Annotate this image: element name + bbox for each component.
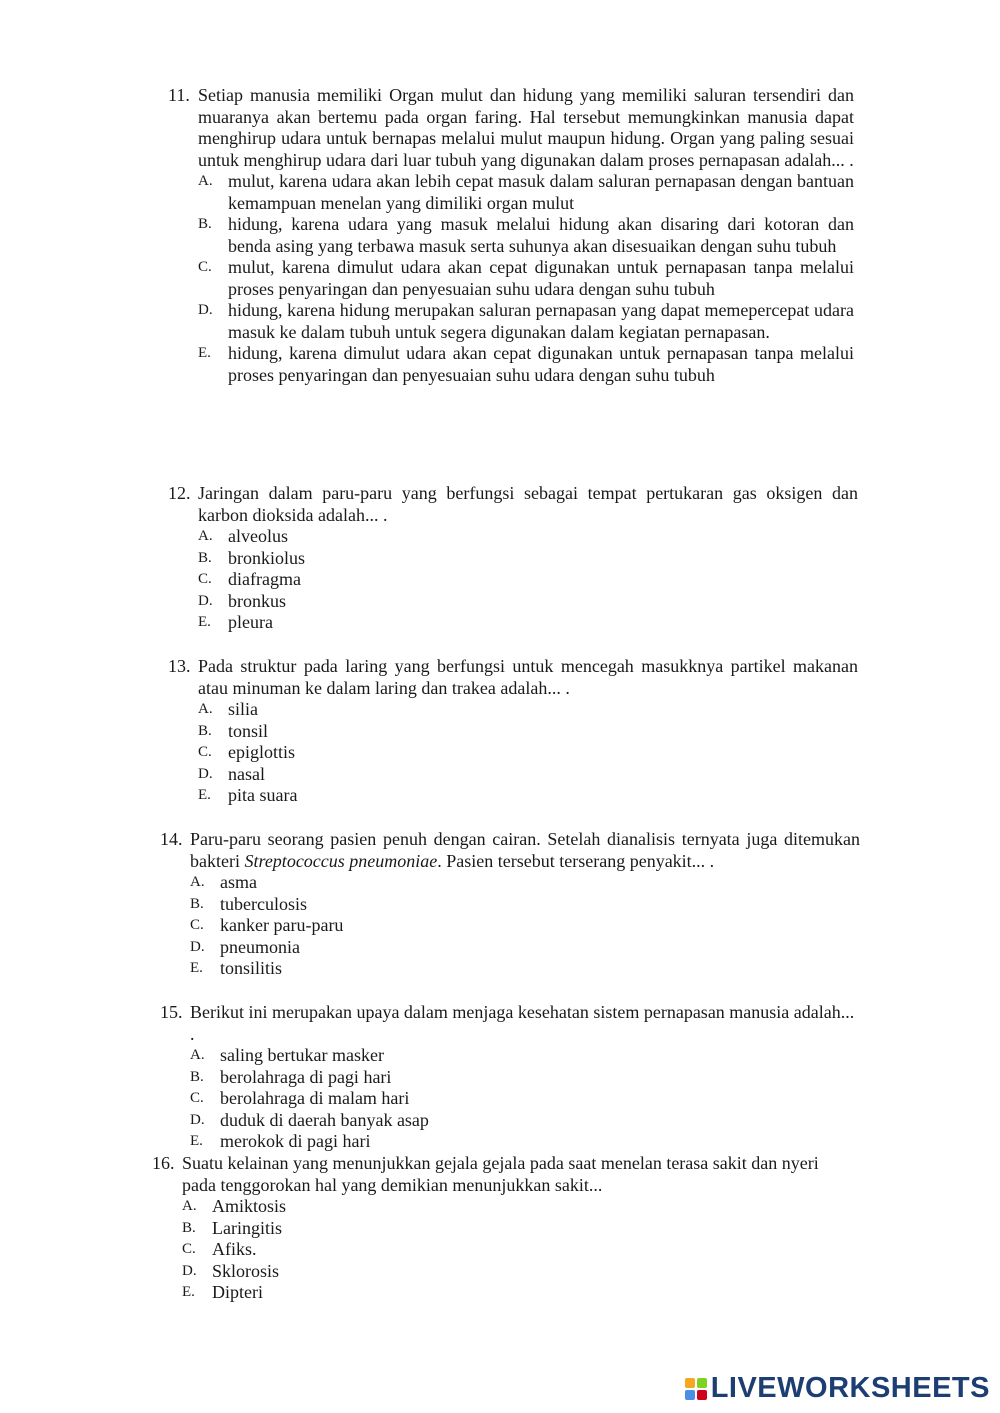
option-letter: B. <box>198 549 212 566</box>
option-letter: B. <box>198 722 212 739</box>
option-e[interactable] <box>182 1282 852 1304</box>
option-text: pneumonia <box>220 936 300 957</box>
liveworksheets-logo <box>685 1372 990 1405</box>
option-d[interactable] <box>198 300 854 343</box>
option-letter: C. <box>198 571 212 587</box>
option-text: Dipteri <box>212 1282 263 1302</box>
option-c[interactable] <box>198 257 854 300</box>
option-a[interactable] <box>190 1045 860 1067</box>
option-text: Amiktosis <box>212 1196 287 1216</box>
question-number: 14. <box>160 829 183 849</box>
option-letter: E. <box>198 614 211 630</box>
question-text: Setiap manusia memiliki Organ mulut dan hidung yang memiliki saluran tersendiri dan muaranya akan bertemu pada organ faring. Hal tersebut memungkinkan manusia dapat menghirup udara untuk bernapas melalui mulut maupun hidung. Organ yang paling sesuai untuk menghirup udara dari luar tubuh yang digunakan dalam proses pernapasan adalah... . <box>198 85 854 170</box>
option-text: hidung, karena dimulut udara akan cepat digunakan untuk pernapasan tanpa melalui proses penyaringan dan penyesuaian suhu udara dengan suhu tubuh <box>228 343 854 385</box>
option-letter: C. <box>182 1241 196 1257</box>
option-c[interactable] <box>198 569 858 591</box>
option-a[interactable] <box>198 699 858 721</box>
option-text: tuberculosis <box>220 893 307 914</box>
option-text: mulut, karena dimulut udara akan cepat digunakan untuk pernapasan tanpa melalui proses penyaringan dan penyesuaian suhu udara dengan suhu tubuh <box>228 257 854 299</box>
species-name: Streptococcus pneumoniae <box>244 850 438 871</box>
option-letter: A. <box>182 1198 197 1214</box>
option-a[interactable] <box>198 526 858 548</box>
option-c[interactable] <box>198 742 858 764</box>
question-14 <box>160 829 860 980</box>
option-b[interactable] <box>198 548 858 570</box>
question-number: 12. <box>168 483 191 503</box>
options-list <box>198 526 858 634</box>
options-list <box>190 1045 860 1153</box>
option-text: Afiks. <box>212 1239 257 1259</box>
option-b[interactable] <box>190 1067 860 1089</box>
option-letter: B. <box>190 1068 204 1085</box>
option-c[interactable] <box>190 915 860 937</box>
question-text: Pada struktur pada laring yang berfungsi untuk mencegah masukknya partikel makanan atau minuman ke dalam laring dan trakea adalah... . <box>198 656 858 698</box>
option-letter: A. <box>198 528 213 544</box>
option-c[interactable] <box>182 1239 852 1261</box>
question-text: Berikut ini merupakan upaya dalam menjaga kesehatan sistem pernapasan manusia adalah... . <box>190 1002 855 1044</box>
option-letter: D. <box>198 592 213 609</box>
question-16 <box>152 1153 852 1304</box>
option-letter: A. <box>198 173 213 189</box>
option-a[interactable] <box>198 171 854 214</box>
option-letter: D. <box>190 1111 205 1128</box>
option-e[interactable] <box>198 612 858 634</box>
question-text: Jaringan dalam paru-paru yang berfungsi sebagai tempat pertukaran gas oksigen dan karbon dioksida adalah... . <box>198 483 858 525</box>
option-letter: A. <box>190 1047 205 1063</box>
option-text: tonsilitis <box>220 958 283 978</box>
option-text: duduk di daerah banyak asap <box>220 1109 429 1130</box>
option-text: berolahraga di pagi hari <box>220 1066 392 1087</box>
question-11 <box>168 85 854 386</box>
logo-grid-icon <box>685 1378 707 1400</box>
option-letter: D. <box>198 765 213 782</box>
option-e[interactable] <box>190 958 860 980</box>
option-letter: C. <box>198 744 212 760</box>
question-number: 11. <box>168 85 190 105</box>
logo-square-1 <box>685 1378 695 1388</box>
option-letter: E. <box>190 1133 203 1149</box>
option-text: silia <box>228 699 258 719</box>
option-text: hidung, karena hidung merupakan saluran pernapasan yang dapat memepercepat udara masuk ke dalam tubuh untuk segera digunakan dalam kegiatan pernapasan. <box>228 300 854 342</box>
question-number: 13. <box>168 656 191 676</box>
option-letter: E. <box>182 1284 195 1300</box>
logo-square-3 <box>685 1390 695 1400</box>
option-d[interactable] <box>198 591 858 613</box>
option-letter: D. <box>198 302 213 318</box>
option-letter: D. <box>182 1262 197 1279</box>
option-text: epiglottis <box>228 742 295 762</box>
option-text: berolahraga di malam hari <box>220 1088 410 1108</box>
option-e[interactable] <box>190 1131 860 1153</box>
option-letter: B. <box>190 895 204 912</box>
options-list <box>198 171 854 386</box>
option-letter: C. <box>190 917 204 933</box>
option-letter: A. <box>198 701 213 717</box>
option-text: Laringitis <box>212 1217 282 1238</box>
option-letter: B. <box>198 216 212 232</box>
question-text: Paru-paru seorang pasien penuh dengan cairan. Setelah dianalisis ternyata juga ditemukan bakteri Streptococcus pneumoniae. Pasien tersebut terserang penyakit... . <box>190 829 860 871</box>
option-text: pita suara <box>228 785 298 805</box>
logo-square-2 <box>697 1378 707 1388</box>
option-b[interactable] <box>198 214 854 257</box>
option-text: diafragma <box>228 569 301 589</box>
logo-square-4 <box>697 1390 707 1400</box>
option-letter: C. <box>198 259 212 275</box>
question-15 <box>160 1002 860 1153</box>
question-13 <box>168 656 858 807</box>
options-list <box>182 1196 852 1304</box>
question-text: Suatu kelainan yang menunjukkan gejala gejala pada saat menelan terasa sakit dan nyeri pada tenggorokan hal yang demikian menunjukkan sakit... <box>182 1153 819 1195</box>
option-letter: E. <box>190 960 203 976</box>
option-d[interactable] <box>190 1110 860 1132</box>
option-e[interactable] <box>198 343 854 386</box>
option-text: tonsil <box>228 720 269 741</box>
option-b[interactable] <box>182 1218 852 1240</box>
option-letter: C. <box>190 1090 204 1106</box>
option-text: mulut, karena udara akan lebih cepat masuk dalam saluran pernapasan dengan bantuan kemampuan menelan yang dimiliki organ mulut <box>228 171 854 213</box>
option-text: pleura <box>228 612 273 632</box>
option-d[interactable] <box>190 937 860 959</box>
option-text: kanker paru-paru <box>220 915 344 935</box>
option-a[interactable] <box>182 1196 852 1218</box>
logo-text: LIVEWORKSHEETS <box>710 1372 990 1404</box>
option-text: Sklorosis <box>212 1260 280 1281</box>
option-d[interactable] <box>198 764 858 786</box>
option-text: nasal <box>228 763 265 784</box>
option-letter: B. <box>182 1219 196 1236</box>
option-text: alveolus <box>228 526 288 546</box>
option-text: saling bertukar masker <box>220 1045 384 1065</box>
option-e[interactable] <box>198 785 858 807</box>
option-text: bronkus <box>228 590 286 611</box>
options-list <box>198 699 858 807</box>
option-b[interactable] <box>198 721 858 743</box>
option-b[interactable] <box>190 894 860 916</box>
option-letter: E. <box>198 345 211 361</box>
question-number: 16. <box>152 1153 175 1173</box>
option-letter: D. <box>190 938 205 955</box>
options-list <box>190 872 860 980</box>
option-text: asma <box>220 872 257 892</box>
option-letter: A. <box>190 874 205 890</box>
question-number: 15. <box>160 1002 183 1022</box>
option-a[interactable] <box>190 872 860 894</box>
option-letter: E. <box>198 787 211 803</box>
option-c[interactable] <box>190 1088 860 1110</box>
option-text: hidung, karena udara yang masuk melalui hidung akan disaring dari kotoran dan benda asing yang terbawa masuk serta suhunya akan disesuaikan dengan suhu tubuh <box>228 214 854 256</box>
option-text: bronkiolus <box>228 547 306 568</box>
question-12 <box>168 483 858 634</box>
option-d[interactable] <box>182 1261 852 1283</box>
option-text: merokok di pagi hari <box>220 1131 371 1151</box>
